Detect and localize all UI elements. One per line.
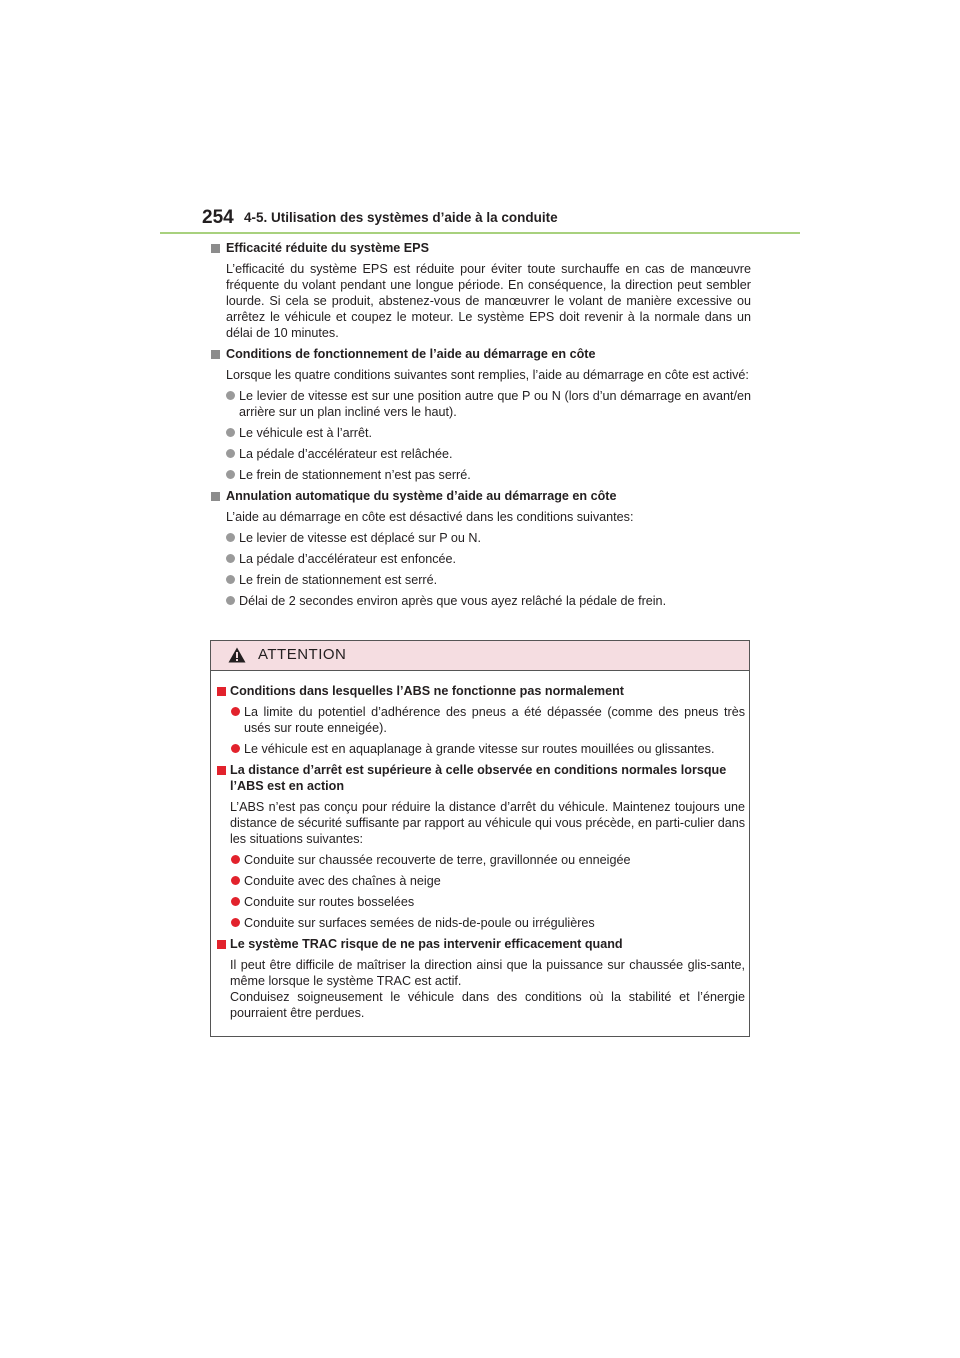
round-bullet-icon [231, 897, 240, 906]
list-item-text: Le véhicule est en aquaplanage à grande vitesse sur routes mouillées ou glissantes. [244, 742, 715, 756]
list-item [217, 852, 745, 868]
attention-heading [217, 683, 745, 699]
main-content [211, 240, 751, 614]
attention-paragraph: L’ABS n’est pas conçu pour réduire la distance d’arrêt du véhicule. Maintenez toujours une distance de sécurité suffisante par rapport au véhicule qui vous précède, en parti-culier dans les situations suivantes: [230, 800, 746, 846]
list-item [217, 704, 745, 736]
round-bullet-icon [226, 596, 235, 605]
attention-heading-text: Conditions dans lesquelles l’ABS ne fonctionne pas normalement [230, 684, 624, 698]
list-item [211, 530, 751, 546]
section-title: 4-5. Utilisation des systèmes d’aide à la conduite [244, 210, 558, 225]
attention-heading-text: La distance d’arrêt est supérieure à celle observée en conditions normales lorsque l’ABS est en action [230, 763, 727, 793]
list-item [211, 551, 751, 567]
section-heading [211, 488, 751, 504]
list-item [211, 425, 751, 441]
list-item [211, 467, 751, 483]
list-item-text: Le levier de vitesse est sur une position autre que P ou N (lors d’un démarrage en avant/en arrière sur un plan incliné vers le haut). [239, 389, 751, 419]
round-bullet-icon [231, 876, 240, 885]
list-item-text: Le véhicule est à l’arrêt. [239, 426, 373, 440]
attention-heading [217, 762, 745, 794]
section-paragraph: Lorsque les quatre conditions suivantes sont remplies, l’aide au démarrage en côte est activé: [226, 368, 749, 382]
attention-heading-text: Le système TRAC risque de ne pas intervenir efficacement quand [230, 937, 623, 951]
round-bullet-icon [226, 449, 235, 458]
list-item-text: Conduite sur surfaces semées de nids-de-poule ou irrégulières [244, 916, 595, 930]
round-bullet-icon [226, 428, 235, 437]
attention-title: ATTENTION [258, 646, 347, 663]
attention-header [211, 641, 749, 671]
square-bullet-icon [217, 940, 226, 949]
list-item [217, 873, 745, 889]
list-item [211, 572, 751, 588]
page-header [160, 207, 800, 235]
square-bullet-icon [217, 766, 226, 775]
list-item-text: Délai de 2 secondes environ après que vous ayez relâché la pédale de frein. [239, 594, 667, 608]
attention-box [210, 640, 750, 1037]
list-item-text: Le levier de vitesse est déplacé sur P ou N. [239, 531, 481, 545]
attention-heading [217, 936, 745, 952]
round-bullet-icon [231, 855, 240, 864]
square-bullet-icon [211, 492, 220, 501]
list-item [211, 388, 751, 420]
round-bullet-icon [231, 744, 240, 753]
round-bullet-icon [226, 554, 235, 563]
square-bullet-icon [211, 350, 220, 359]
list-item [217, 915, 745, 931]
square-bullet-icon [211, 244, 220, 253]
round-bullet-icon [226, 575, 235, 584]
attention-body [217, 683, 745, 1026]
section-heading-text: Efficacité réduite du système EPS [226, 241, 429, 255]
attention-paragraph: Conduisez soigneusement le véhicule dans des conditions où la stabilité et l’énergie pourraient être perdues. [230, 990, 745, 1020]
round-bullet-icon [226, 470, 235, 479]
list-item-text: La limite du potentiel d’adhérence des pneus a été dépassée (comme des pneus très usés sur route enneigée). [244, 705, 745, 735]
round-bullet-icon [231, 918, 240, 927]
page-number: 254 [202, 207, 234, 228]
list-item [217, 741, 745, 757]
list-item-text: Conduite sur routes bosselées [244, 895, 415, 909]
list-item-text: Conduite avec des chaînes à neige [244, 874, 441, 888]
list-item [211, 446, 751, 462]
section-heading-text: Conditions de fonctionnement de l’aide au démarrage en côte [226, 347, 596, 361]
round-bullet-icon [226, 533, 235, 542]
list-item-text: La pédale d’accélérateur est relâchée. [239, 447, 453, 461]
header-rule [160, 232, 800, 234]
list-item-text: Le frein de stationnement est serré. [239, 573, 438, 587]
section-heading-text: Annulation automatique du système d’aide au démarrage en côte [226, 489, 617, 503]
list-item-text: La pédale d’accélérateur est enfoncée. [239, 552, 457, 566]
section-paragraph: L’efficacité du système EPS est réduite pour éviter toute surchauffe en cas de manœuvre fréquente du volant pendant une longue période. En conséquence, la direction peut sembler lourde. Si cela se produit, abstenez-vous de manœuvrer le volant de manière excessive ou arrêtez le véhicule et coupez le moteur. Le système EPS doit revenir à la normale dans un délai de 10 minutes. [226, 262, 751, 340]
round-bullet-icon [226, 391, 235, 400]
attention-paragraph: Il peut être difficile de maîtriser la direction ainsi que la puissance sur chaussée glis-sante, même lorsque le système TRAC est actif. [230, 958, 745, 988]
section-paragraph: L’aide au démarrage en côte est désactivé dans les conditions suivantes: [226, 510, 634, 524]
warning-triangle-icon [228, 647, 246, 663]
list-item-text: Conduite sur chaussée recouverte de terre, gravillonnée ou enneigée [244, 853, 631, 867]
square-bullet-icon [217, 687, 226, 696]
list-item-text: Le frein de stationnement n’est pas serré. [239, 468, 471, 482]
section-heading [211, 240, 751, 256]
section-heading [211, 346, 751, 362]
list-item [211, 593, 751, 609]
round-bullet-icon [231, 707, 240, 716]
list-item [217, 894, 745, 910]
